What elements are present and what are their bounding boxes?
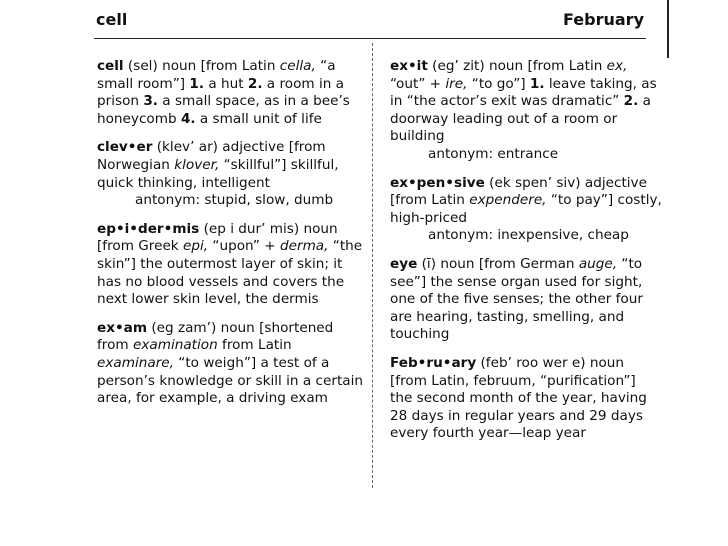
sense-number: 2. [623, 93, 639, 110]
entry-eye [390, 256, 662, 344]
definition-text: “a small room”] [97, 58, 336, 92]
sense-number: 1. [189, 75, 204, 92]
entry-exit [390, 58, 662, 164]
sense-number: 4. [180, 110, 196, 127]
headword: Feb•ru•ary [390, 354, 477, 371]
entry-expensive [390, 175, 662, 245]
definition-text: (ī) noun [from German [417, 255, 579, 272]
column-divider [372, 43, 373, 488]
definition-text: a room in a prison [97, 75, 344, 110]
definition-text: “to weigh”] a test of a person’s knowledge or skill in a certain area, for example, a driving exam [97, 354, 364, 407]
definition-text: “skillful”] skillful, quick thinking, intelligent [97, 156, 339, 191]
entry-february [390, 355, 662, 443]
etymology-word: examinare, [97, 354, 174, 371]
definition-text: (klev’ ar) adjective [from Norwegian [97, 139, 326, 173]
sense-number: 1. [529, 75, 545, 92]
etymology-word: ire, [445, 75, 468, 92]
definition-text: a small space, as in a bee’s honeycomb [97, 93, 350, 127]
definition-text: (ep i dur’ mis) noun [from Greek [97, 220, 338, 255]
definition-text: a hut [204, 75, 248, 92]
headword: ex•it [390, 58, 428, 74]
etymology-word: derma, [279, 238, 329, 255]
guide-word-left: cell [96, 10, 128, 29]
definition-text: “out” + [390, 75, 446, 92]
definition-text: (feb’ roo wer e) noun [from Latin, februum, “purification”] the second month of the year, having 28 days in regular years and 29 days every fourth year—leap year [390, 354, 647, 442]
headword: ep•i•der•mis [97, 220, 200, 237]
definition-text: (eg zam’) noun [shortened from [97, 319, 334, 354]
entry-epidermis [97, 221, 365, 309]
page-edge-line [667, 0, 669, 58]
right-column [390, 58, 662, 454]
header-rule [94, 38, 646, 39]
definition-text: leave taking, as in “the actor’s exit was dramatic” [390, 75, 657, 110]
entry-exam [97, 320, 365, 408]
entry-clever [97, 139, 365, 209]
definition-text: “to pay”] costly, high-priced [390, 192, 662, 226]
sense-number: 2. [247, 75, 263, 92]
left-column [97, 58, 365, 419]
etymology-word: ex, [606, 58, 628, 74]
etymology-word: expendere, [469, 192, 547, 209]
entry-cell [97, 58, 365, 128]
definition-text: “upon” + [208, 238, 280, 255]
definition-text: “the skin”] the outermost layer of skin; it has no blood vessels and covers the next lower skin level, the dermis [97, 238, 363, 308]
etymology-word: examination [132, 337, 218, 354]
headword: ex•pen•sive [390, 174, 485, 191]
guide-word-right: February [563, 10, 644, 29]
definition-text: a doorway leading out of a room or building [390, 93, 651, 145]
definition-text: “to go”] [467, 75, 530, 92]
definition-text: “to see”] the sense organ used for sight, one of the five senses; the other four are hearing, tasting, smelling, and touching [390, 255, 643, 343]
headword: ex•am [97, 319, 148, 336]
definition-text: (sel) noun [from Latin [123, 58, 280, 74]
antonym-line: antonym: inexpensive, cheap [428, 227, 629, 244]
etymology-word: auge, [578, 255, 618, 272]
antonym-line: antonym: entrance [428, 145, 559, 162]
headword: cell [97, 58, 124, 74]
definition-text: a small unit of life [195, 110, 322, 127]
headword: clev•er [97, 139, 153, 156]
page-header [96, 4, 644, 34]
sense-number: 3. [143, 93, 158, 110]
etymology-word: cella, [279, 58, 316, 74]
etymology-word: epi, [183, 238, 209, 255]
definition-text: (ek spen’ siv) adjective [from Latin [390, 174, 647, 209]
headword: eye [390, 255, 418, 272]
etymology-word: klover, [174, 156, 220, 173]
antonym-line: antonym: stupid, slow, dumb [135, 192, 334, 209]
definition-text: from Latin [217, 337, 292, 354]
definition-text: (eg’ zit) noun [from Latin [427, 58, 607, 74]
